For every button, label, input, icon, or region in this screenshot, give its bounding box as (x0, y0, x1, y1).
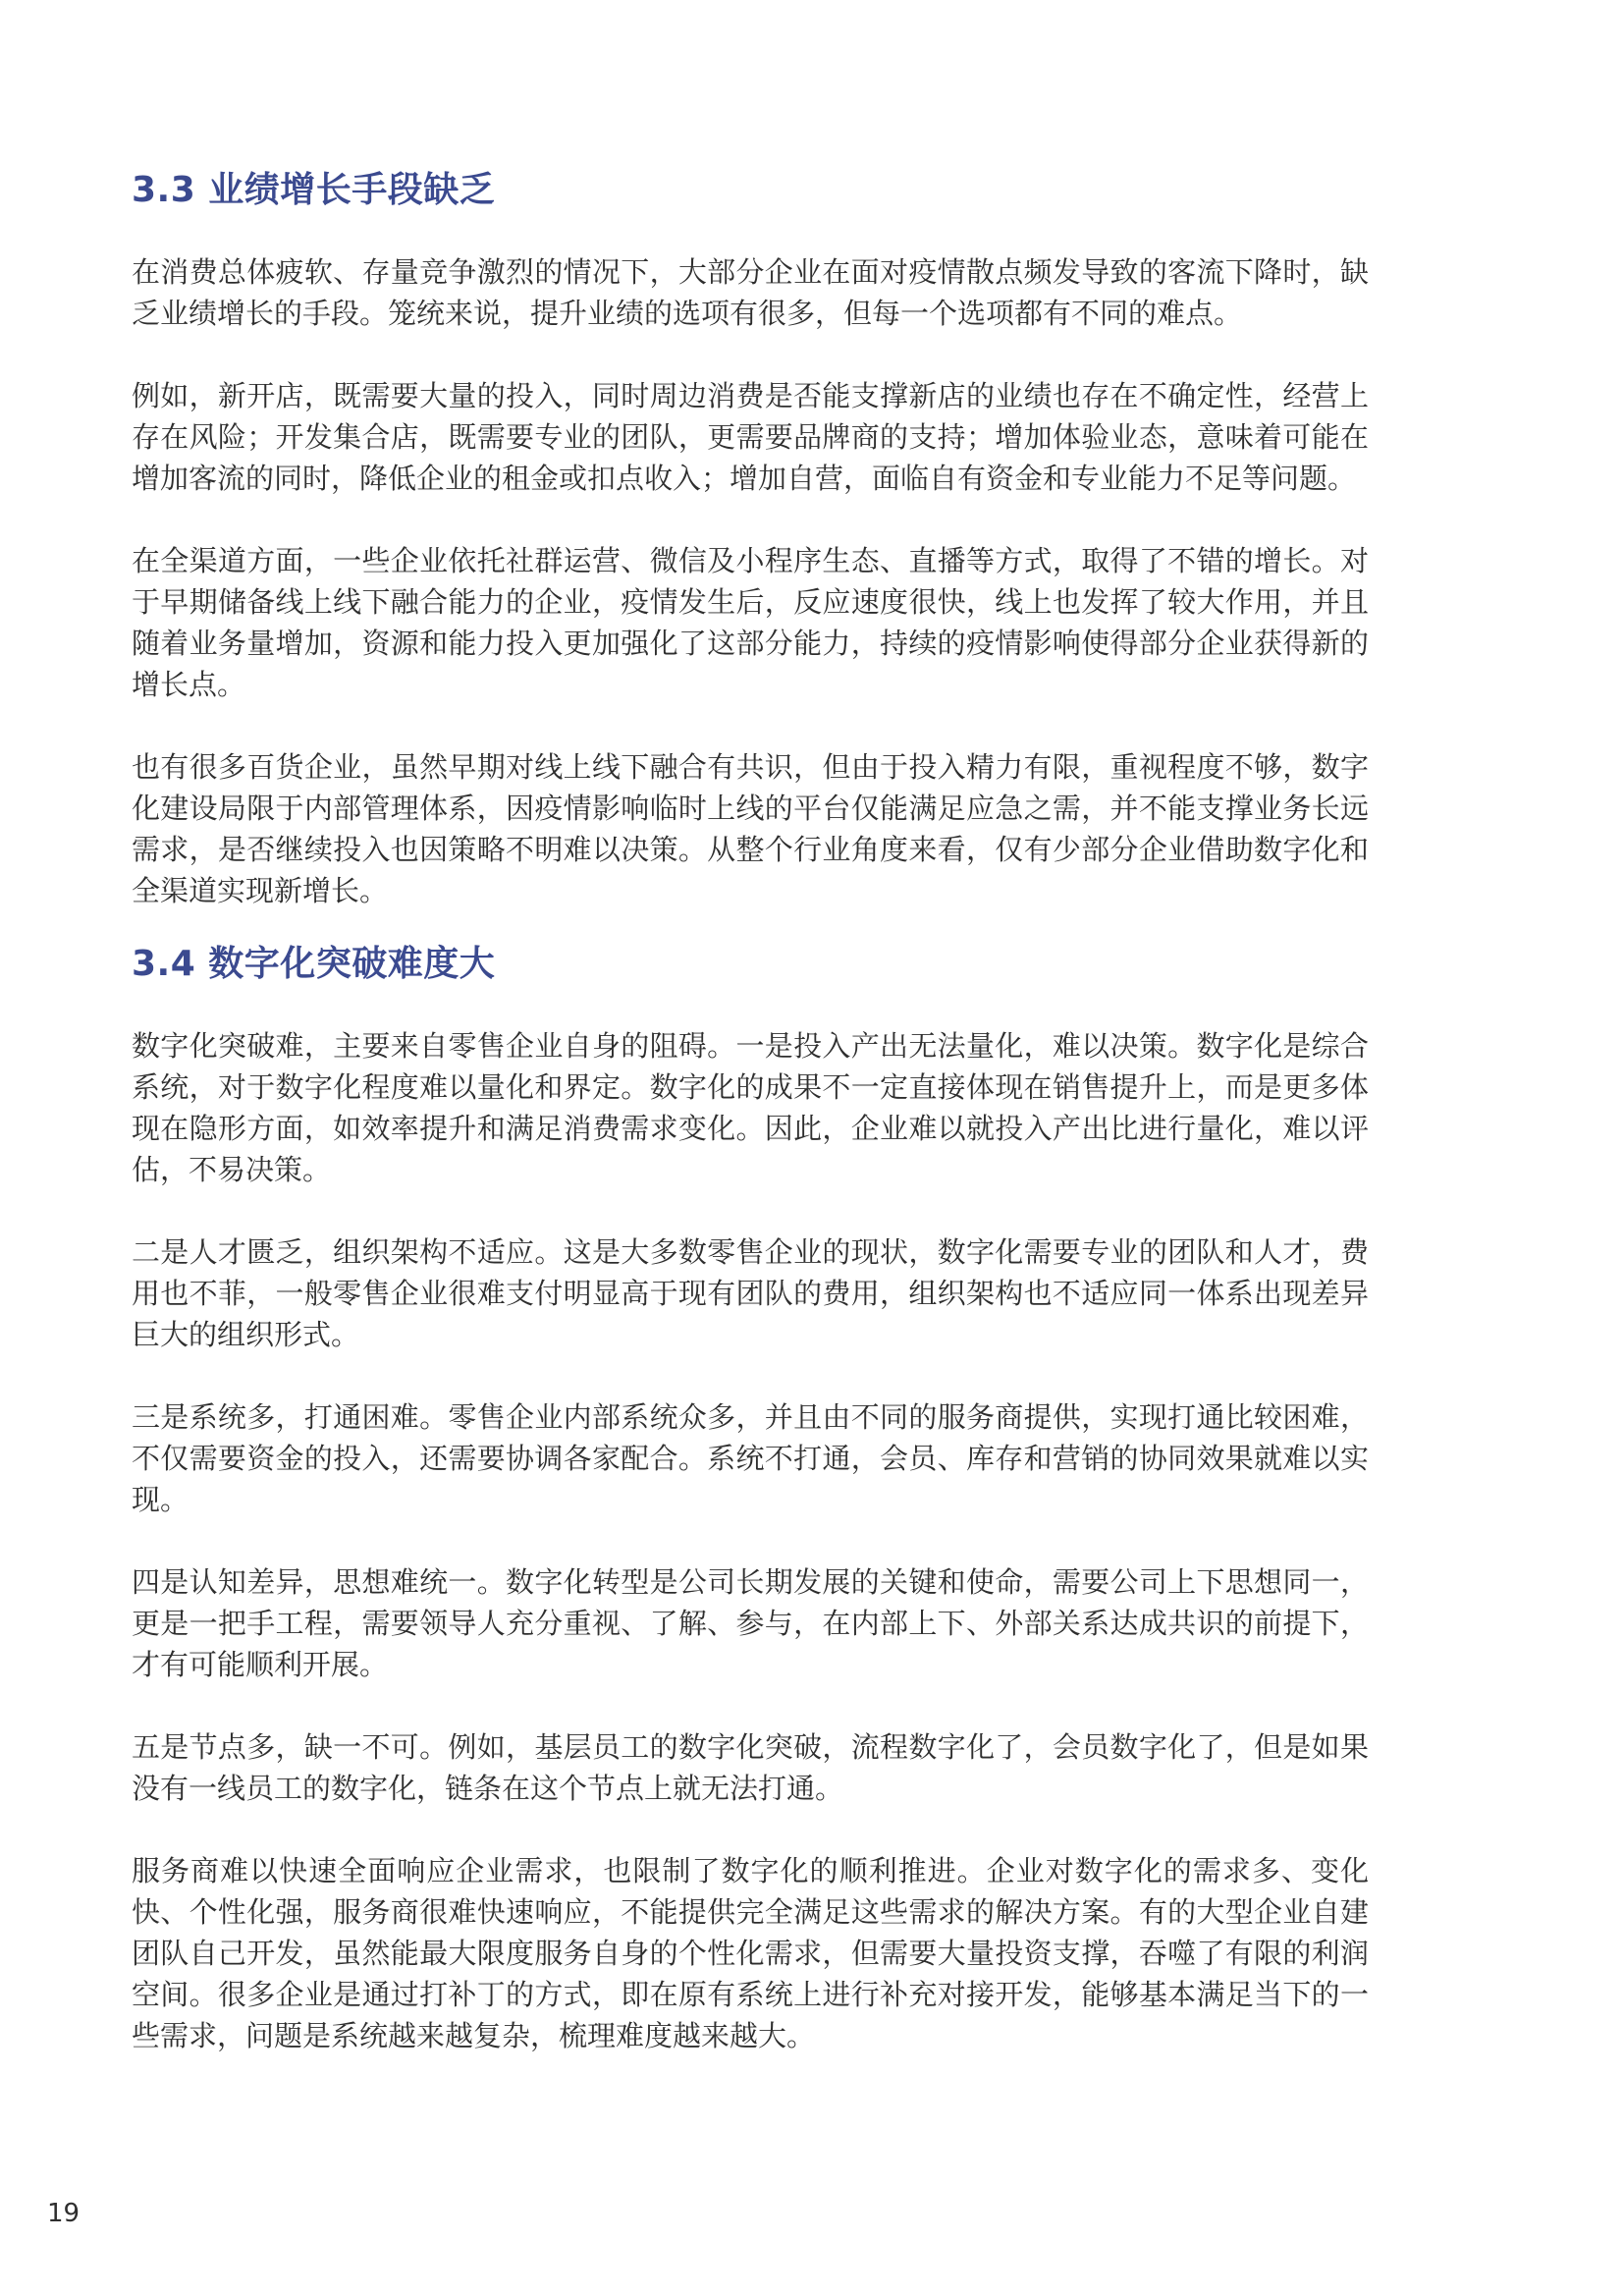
paragraph-gap (132, 705, 1369, 746)
paragraph-gap (132, 1809, 1369, 1850)
paragraph: 服务商难以快速全面响应企业需求，也限制了数字化的顺利推进。企业对数字化的需求多、变化快、个性化强，服务商很难快速响应，不能提供完全满足这些需求的解决方案。有的大型企业自建团队自己开发，虽然能最大限度服务自身的个性化需求，但需要大量投资支撑，吞噬了有限的利润空间。很多企业是通过打补丁的方式，即在原有系统上进行补充对接开发，能够基本满足当下的一些需求，问题是系统越来越复杂，梳理难度越来越大。 (132, 1854, 1369, 2052)
paragraph-gap (132, 1355, 1369, 1396)
paragraph: 三是系统多，打通困难。零售企业内部系统众多，并且由不同的服务商提供，实现打通比较困难，不仅需要资金的投入，还需要协调各家配合。系统不打通，会员、库存和营销的协同效果就难以实现。 (132, 1400, 1369, 1516)
paragraph-gap (132, 1520, 1369, 1561)
paragraph-gap (132, 334, 1369, 375)
paragraph: 在消费总体疲软、存量竞争激烈的情况下，大部分企业在面对疫情散点频发导致的客流下降时，缺乏业绩增长的手段。笼统来说，提升业绩的选项有很多，但每一个选项都有不同的难点。 (132, 255, 1369, 330)
paragraph: 五是节点多，缺一不可。例如，基层员工的数字化突破，流程数字化了，会员数字化了，但是如果没有一线员工的数字化，链条在这个节点上就无法打通。 (132, 1730, 1369, 1805)
section-heading-3-3: 3.3 业绩增长手段缺乏 (132, 170, 496, 210)
paragraph-gap (132, 499, 1369, 540)
paragraph-gap (132, 1685, 1369, 1726)
paragraph: 在全渠道方面，一些企业依托社群运营、微信及小程序生态、直播等方式，取得了不错的增长。对于早期储备线上线下融合能力的企业，疫情发生后，反应速度很快，线上也发挥了较大作用，并且随着业务量增加，资源和能力投入更加强化了这部分能力，持续的疫情影响使得部分企业获得新的增长点。 (132, 544, 1369, 701)
section-gap (132, 911, 1369, 941)
paragraph: 例如，新开店，既需要大量的投入，同时周边消费是否能支撑新店的业绩也存在不确定性，经营上存在风险；开发集合店，既需要专业的团队，更需要品牌商的支持；增加体验业态，意味着可能在增加客流的同时，降低企业的租金或扣点收入；增加自营，面临自有资金和专业能力不足等问题。 (132, 379, 1369, 495)
paragraph: 四是认知差异，思想难统一。数字化转型是公司长期发展的关键和使命，需要公司上下思想同一，更是一把手工程，需要领导人充分重视、了解、参与，在内部上下、外部关系达成共识的前提下，才有可能顺利开展。 (132, 1565, 1369, 1681)
paragraph: 数字化突破难，主要来自零售企业自身的阻碍。一是投入产出无法量化，难以决策。数字化是综合系统，对于数字化程度难以量化和界定。数字化的成果不一定直接体现在销售提升上，而是更多体现在隐形方面，如效率提升和满足消费需求变化。因此，企业难以就投入产出比进行量化，难以评估，不易决策。 (132, 1029, 1369, 1186)
page-number: 19 (47, 2199, 81, 2228)
section-heading-3-4: 3.4 数字化突破难度大 (132, 944, 496, 984)
paragraph-gap (132, 1190, 1369, 1231)
paragraph: 二是人才匮乏，组织架构不适应。这是大多数零售企业的现状，数字化需要专业的团队和人才，费用也不菲，一般零售企业很难支付明显高于现有团队的费用，组织架构也不适应同一体系出现差异巨大的组织形式。 (132, 1235, 1369, 1351)
paragraph: 也有很多百货企业，虽然早期对线上线下融合有共识，但由于投入精力有限，重视程度不够，数字化建设局限于内部管理体系，因疫情影响临时上线的平台仅能满足应急之需，并不能支撑业务长远需求，是否继续投入也因策略不明难以决策。从整个行业角度来看，仅有少部分企业借助数字化和全渠道实现新增长。 (132, 750, 1369, 907)
page-content (132, 167, 1369, 2056)
